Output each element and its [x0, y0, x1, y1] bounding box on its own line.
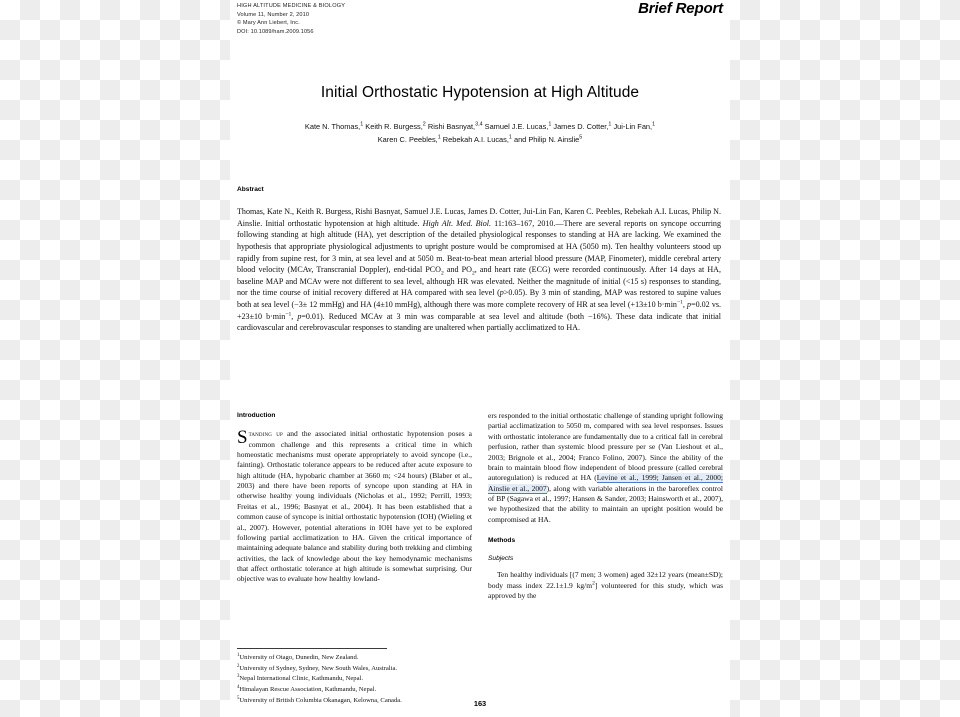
body-columns	[237, 411, 723, 636]
intro-body-text: and the associated initial orthostatic hypotension poses a common challenge and this represents a critical time in which homeostatic mechanisms must operate appropriately to avoid syncope (i.e., fainting). Orthostatic tolerance appears to be reduced after acute exposure to high altitude (HA, hypobaric chamber at 3660 m; <24 hours) (Blaber et al., 2003) and there have been reports of syncope upon standing at HA in otherwise healthy young individuals (Nicholas et al., 1992; Perrill, 1993; Freitas et al., 1996; Basnyat et al., 2004). It has been established that a common cause of syncope is initial orthostatic hypotension (IOH) (Wieling et al., 2007). However, potential alterations in IOH have yet to be explored following partial acclimatization to HA. Given the critical importance of maintaining adequate balance and stability during both trekking and climbing activities, the lack of knowledge about the key hemodynamic mechanisms that affect orthostatic tolerance at high altitude is somewhat surprising. Our objective was to evaluate how healthy lowland-	[237, 429, 472, 584]
intro-continued-part2: ), along with variable alterations in the baroreflex control of BP (Sagawa et al., 1997; Hansen & Sander, 2003; Hainsworth et al., 2007), we hypothesized that the ability to maintain an upright position would be compromised at HA.	[488, 483, 723, 524]
journal-name: HIGH ALTITUDE MEDICINE & BIOLOGY	[237, 3, 346, 9]
introduction-paragraph	[237, 429, 472, 585]
methods-heading: Methods	[488, 537, 516, 545]
paper-page	[230, 0, 730, 717]
intro-small-caps: tanding up	[248, 429, 283, 439]
footnote-item: $^2$University of Sydney, Sydney, New South Wales, Australia.	[237, 663, 398, 672]
author-line-2: Karen C. Peebles,$^1$ Rebekah A.I. Lucas,$^1$ and Philip N. Ainslie$^5$	[377, 134, 583, 144]
journal-publisher: © Mary Ann Liebert, Inc.	[237, 20, 300, 27]
author-line-1: Kate N. Thomas,$^1$ Keith R. Burgess,$^2$ Rishi Basnyat,$^{3,4}$ Samuel J.E. Lucas,$^1$ James D. Cotter,$^1$ Jui-Lin Fan,$^1$	[304, 121, 656, 131]
subjects-paragraph: Ten healthy individuals [(7 men; 3 women) aged 32±12 years (mean±SD); body mass index 22.1±1.9 $kg/m^2$] volunteered for this study, which was approved by the	[488, 570, 723, 601]
introduction-heading: Introduction	[237, 412, 276, 419]
footnote-item: $^5$University of British Columbia Okanagan, Kelowna, Canada.	[237, 695, 402, 704]
intro-continued-part1: ers responded to the initial orthostatic challenge of standing upright following partial acclimatization to 5050 m, compared with sea level responses. Issues with orthostatic intolerance are fundamentally due to a critical fall in cerebral perfusion, rather than systemic blood pressure per se (Van Lieshout et al., 2003; Brignole et al., 2004; Franco Folino, 2007). Since the ability of the brain to maintain blood flow independent of blood pressure (called cerebral autoregulation) is reduced at HA (	[488, 411, 723, 483]
page-title: Initial Orthostatic Hypotension at High Altitude	[320, 84, 640, 102]
masthead-journal-info	[237, 2, 345, 37]
column-right	[488, 411, 723, 636]
journal-doi: DOI: 10.1089/ham.2009.1056	[237, 28, 314, 35]
journal-volume: Volume 11, Number 2, 2010	[237, 11, 310, 18]
abstract-heading: Abstract	[237, 186, 264, 193]
author-list	[242, 121, 718, 147]
footnote-item: $^3$Nepal International Clinic, Kathmandu, Nepal.	[237, 674, 364, 683]
footnote-item: $^4$Himalayan Rescue Association, Kathmandu, Nepal.	[237, 684, 377, 694]
abstract-text: Thomas, Kate N., Keith R. Burgess, Rishi Basnyat, Samuel J.E. Lucas, James D. Cotter, Jui-Lin Fan, Karen C. Peebles, Rebekah A.I. Lucas, Philip N. Ainslie. Initial orthostatic hypotension at high altitude. High Alt. Med. Biol. 11:163–167, 2010.—There are several reports on syncope occurring following standing at high altitude (HA), yet description of the detailed physiological responses to standing at HA are lacking. We examined the hypothesis that appropriate physiological adjustments to upright posture would be compromised at HA (5050 m). Ten healthy volunteers stood up rapidly from supine rest, for 3 min, at sea level and at 5050 m. Beat-to-beat mean arterial blood pressure (MAP, Finometer), middle cerebral artery blood velocity (MCAv, Transcranial Doppler), end-tidal $PCO_2$ and $PO_2$, and heart rate (ECG) were recorded continuously. After 14 days at HA, baseline MAP and MCAv were not different to sea level, although HR was elevated. Neither the magnitude of initial (<15 s) responses to standing, nor the time course of initial recovery differed at HA compared with sea level (p>0.05). By 3 min of standing, MAP was restored to supine values both at sea level (−3± 12 mmHg) and HA (4±10 mmHg), although there was more complete recovery of HR at sea level (+13±10 $b\cdot\min^{-1}$, p=0.02 vs. +23±10 $b\cdot\min^{-1}$, p=0.01). Reduced MCAv at 3 min was comparable at sea level and altitude (both −16%). These data indicate that initial cardiovascular and cerebrovascular responses to standing are unaltered when partially acclimatized to HA.	[237, 207, 721, 333]
intro-continued-paragraph	[488, 411, 723, 525]
footnote-item: $^1$University of Otago, Dunedin, New Zealand.	[237, 652, 359, 661]
page-number: 163	[473, 699, 487, 708]
citation-link[interactable]: Levine et al., 1999; Jansen et al., 2000; Ainslie et al., 2007	[488, 473, 723, 493]
column-left	[237, 411, 472, 636]
article-type-label: Brief Report	[638, 0, 723, 17]
masthead	[237, 2, 723, 37]
footnote-divider	[237, 648, 387, 649]
subjects-heading: Subjects	[488, 555, 514, 563]
drop-cap: S	[237, 427, 248, 449]
